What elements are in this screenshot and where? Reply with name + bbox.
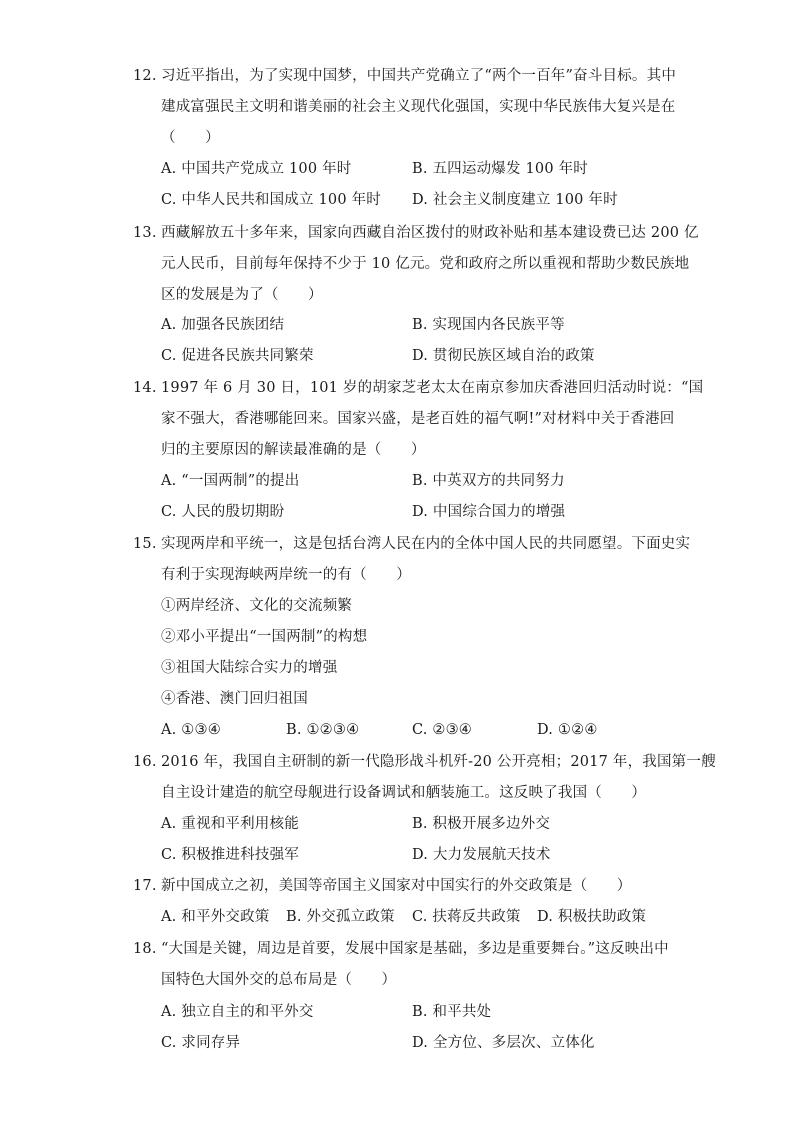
question-text-line: 1997 年 6 月 30 日，101 岁的胡家芝老太太在南京参加庆香港回归活动时说：“国 bbox=[161, 380, 704, 396]
option-d: D. 全方位、多层次、立体化 bbox=[412, 1035, 595, 1051]
question-text-line: 有利于实现海峡两岸统一的有（ ） bbox=[161, 567, 411, 583]
option-c: C. 中华人民共和国成立 100 年时 bbox=[161, 192, 381, 208]
question-text-line: 自主设计建造的航空母舰进行设备调试和舾装施工。这反映了我国（ ） bbox=[161, 785, 647, 801]
option-a: A. 重视和平利用核能 bbox=[161, 816, 299, 832]
statement-3: ③祖国大陆综合实力的增强 bbox=[161, 660, 338, 676]
option-c: C. 求同存异 bbox=[161, 1035, 241, 1051]
question-text-line: （ ） bbox=[161, 130, 220, 146]
option-d: D. 贯彻民族区域自治的政策 bbox=[412, 348, 595, 364]
question-text-line: 国特色大国外交的总布局是（ ） bbox=[161, 972, 397, 988]
option-b: B. ①②③④ bbox=[286, 722, 360, 738]
option-d: D. 积极扶助政策 bbox=[537, 909, 647, 925]
question-number: 14. bbox=[133, 380, 157, 396]
option-c: C. 扶蒋反共政策 bbox=[412, 909, 521, 925]
option-b: B. 实现国内各民族平等 bbox=[412, 317, 565, 333]
statement-1: ①两岸经济、文化的交流频繁 bbox=[161, 598, 353, 614]
question-text-line: 建成富强民主文明和谐美丽的社会主义现代化强国，实现中华民族伟大复兴是在 bbox=[161, 99, 676, 115]
question-text-line: 区的发展是为了（ ） bbox=[161, 287, 323, 303]
question-text-line: 家不强大，香港哪能回来。国家兴盛，是老百姓的福气啊!”对材料中关于香港回 bbox=[161, 411, 675, 427]
option-c: C. ②③④ bbox=[412, 722, 472, 738]
option-d: D. 社会主义制度建立 100 年时 bbox=[412, 192, 618, 208]
option-b: B. 和平共处 bbox=[412, 1004, 492, 1020]
question-number: 13. bbox=[133, 225, 157, 241]
question-text-line: “大国是关键，周边是首要，发展中国家是基础，多边是重要舞台。”这反映出中 bbox=[161, 941, 669, 957]
question-text-line: 西藏解放五十多年来，国家向西藏自治区拨付的财政补贴和基本建设费已达 200 亿 bbox=[161, 225, 699, 241]
question-text-line: 新中国成立之初，美国等帝国主义国家对中国实行的外交政策是（ ） bbox=[161, 878, 632, 894]
option-d: D. 大力发展航天技术 bbox=[412, 847, 551, 863]
option-b: B. 中英双方的共同努力 bbox=[412, 473, 565, 489]
option-b: B. 外交孤立政策 bbox=[286, 909, 395, 925]
question-text-line: 习近平指出，为了实现中国梦，中国共产党确立了“两个一百年”奋斗目标。其中 bbox=[161, 68, 677, 84]
option-a: A. 加强各民族团结 bbox=[161, 317, 285, 333]
option-a: A. “一国两制”的提出 bbox=[161, 473, 300, 489]
option-b: B. 积极开展多边外交 bbox=[412, 816, 551, 832]
question-text-line: 实现两岸和平统一，这是包括台湾人民在内的全体中国人民的共同愿望。下面史实 bbox=[161, 536, 691, 552]
question-number: 12. bbox=[133, 68, 157, 84]
question-text-line: 归的主要原因的解读最准确的是（ ） bbox=[161, 442, 426, 458]
question-number: 15. bbox=[133, 536, 157, 552]
option-b: B. 五四运动爆发 100 年时 bbox=[412, 161, 588, 177]
statement-4: ④香港、澳门回归祖国 bbox=[161, 691, 308, 707]
question-number: 17. bbox=[133, 878, 157, 894]
option-c: C. 促进各民族共同繁荣 bbox=[161, 348, 314, 364]
option-a: A. 和平外交政策 bbox=[161, 909, 270, 925]
statement-2: ②邓小平提出“一国两制”的构想 bbox=[161, 629, 368, 645]
option-d: D. ①②④ bbox=[537, 722, 598, 738]
option-a: A. 中国共产党成立 100 年时 bbox=[161, 161, 352, 177]
option-c: C. 人民的殷切期盼 bbox=[161, 504, 285, 520]
option-c: C. 积极推进科技强军 bbox=[161, 847, 299, 863]
option-a: A. 独立自主的和平外交 bbox=[161, 1004, 314, 1020]
question-text-line: 元人民币，目前每年保持不少于 10 亿元。党和政府之所以重视和帮助少数民族地 bbox=[161, 256, 690, 272]
option-d: D. 中国综合国力的增强 bbox=[412, 504, 566, 520]
option-a: A. ①③④ bbox=[161, 722, 221, 738]
question-number: 18. bbox=[133, 941, 157, 957]
question-number: 16. bbox=[133, 754, 157, 770]
question-text-line: 2016 年，我国自主研制的新一代隐形战斗机歼-20 公开亮相；2017 年，我国第一艘 bbox=[161, 754, 716, 770]
